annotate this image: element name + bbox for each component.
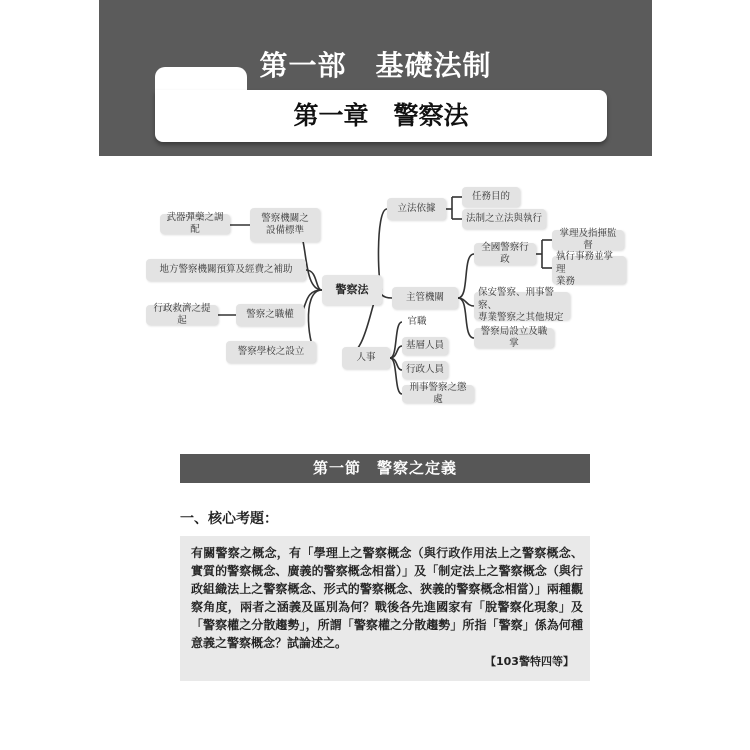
node-national-admin: 全國警察行政	[474, 243, 536, 265]
node-criminal-penalty: 刑事警察之懲處	[402, 385, 474, 403]
core-heading: 一、核心考題：	[180, 511, 278, 527]
node-manage-supervise: 掌理及指揮監督	[552, 230, 624, 250]
node-legislative-basis: 立法依據	[387, 198, 446, 220]
question-text: 有關警察之概念，有「學理上之警察概念（與行政作用法上之警察概念、實質的警察概念、廣義的警察概念相當）」及「制定法上之警察概念（與行政組織法上之警察概念、形式的警察概念、狹義的警察概念相當）」兩種觀察角度，兩者之涵義及區別為何？戰後各先進國家有「脫警察化現象」及「警察權之分散趨勢」，所謂「警察權之分散趨勢」所指「警察」係為何種意義之警察概念？試論述之。	[191, 546, 583, 650]
node-officers: 官職	[407, 315, 427, 327]
part-title: 第一部 基礎法制	[259, 49, 492, 82]
node-personnel: 人事	[342, 347, 390, 369]
node-budget-subsidy: 地方警察機關預算及經費之補助	[146, 259, 306, 281]
chapter-title: 第一章 警察法	[293, 101, 469, 130]
node-competent-authority: 主管機關	[392, 287, 458, 309]
node-bureau-setup: 警察局設立及職掌	[474, 328, 554, 348]
node-label: 保安警察、刑事警察、 專業警察之其他規定	[478, 287, 564, 324]
section-title: 第一節 警察之定義	[180, 454, 590, 483]
node-admin-relief: 行政救濟之提起	[146, 305, 218, 325]
node-label: 執行事務並掌理 業務	[556, 251, 614, 288]
node-grassroots: 基層人員	[402, 337, 448, 355]
exam-tag: 【103警特四等】	[485, 655, 574, 668]
node-legislation-execution: 法制之立法與執行	[462, 209, 546, 229]
node-police-academy: 警察學校之設立	[226, 341, 316, 363]
node-execute-affairs	[552, 251, 626, 288]
mindmap-center-node: 警察法	[322, 275, 382, 305]
node-label: 警察機關之 設備標準	[261, 212, 309, 236]
node-weapons-allocation: 武器彈藥之調配	[160, 214, 230, 234]
node-equipment-standard	[250, 208, 320, 242]
node-administrative: 行政人員	[402, 361, 448, 379]
node-police-duties: 警察之職權	[236, 304, 304, 326]
node-mission-purpose: 任務目的	[462, 187, 520, 207]
node-security-police	[474, 287, 570, 324]
